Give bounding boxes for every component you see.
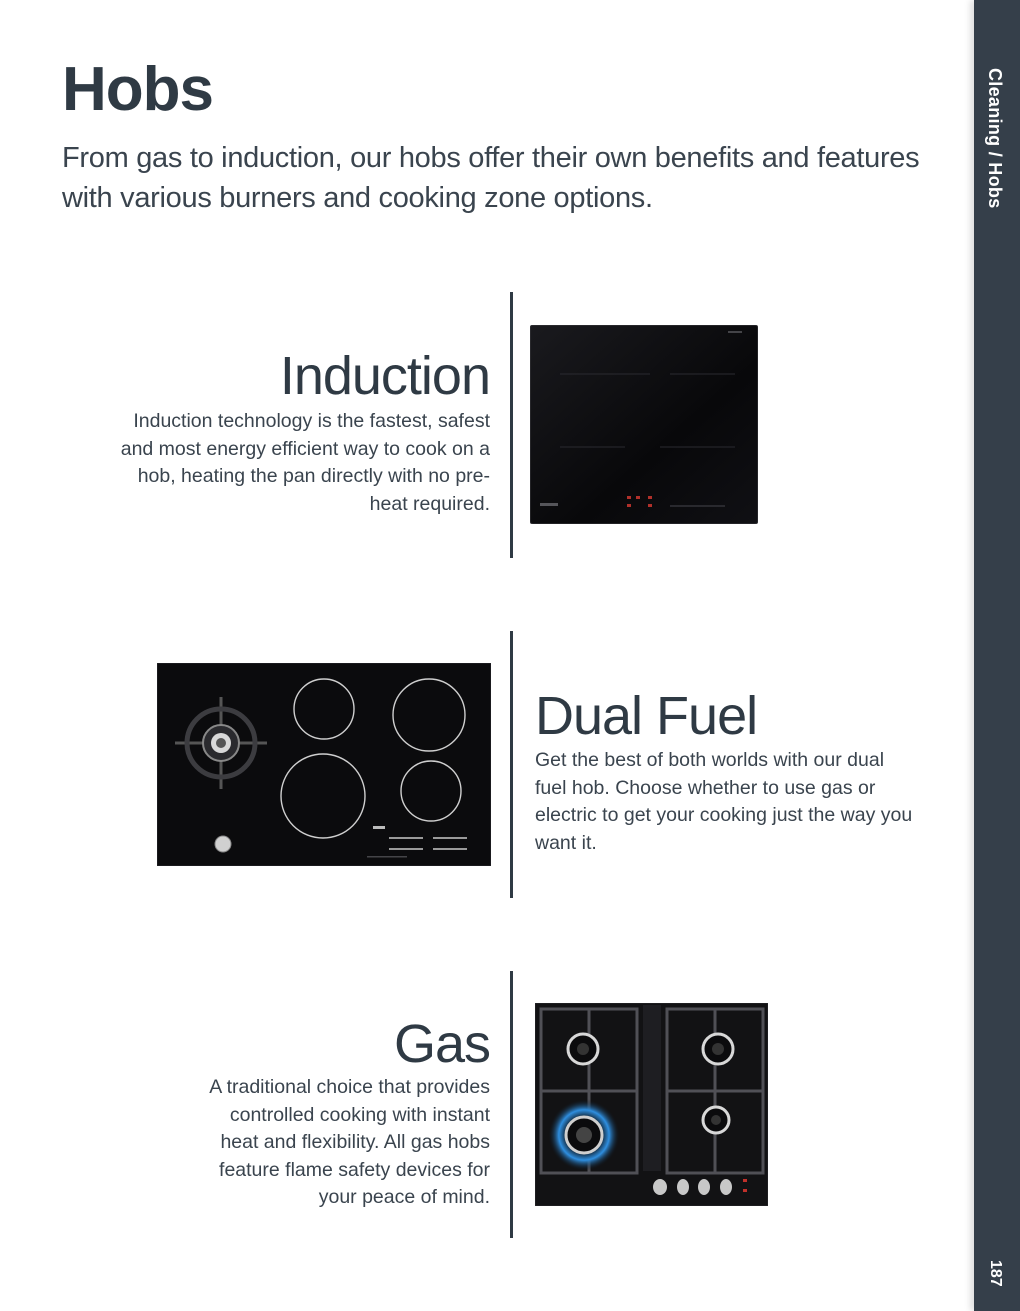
divider-gas (510, 971, 513, 1238)
divider-induction (510, 292, 513, 558)
page-number: 187 (987, 1260, 1004, 1287)
section-title-gas: Gas (393, 1014, 490, 1074)
intro-text: From gas to induction, our hobs offer their own benefits and features with various burners and cooking zone options. (62, 142, 920, 214)
section-title-induction: Induction (279, 346, 490, 406)
section-text-dual-fuel: Get the best of both worlds with our dual fuel hob. Choose whether to use gas or electric to get your cooking just the way you want it. (535, 749, 913, 854)
section-text-gas: A traditional choice that provides controlled cooking with instant heat and flexibility. All gas hobs feature flame safety devices for your peace of mind. (209, 1076, 490, 1208)
section-text-induction: Induction technology is the fastest, safest and most energy efficient way to cook on a hob, heating the pan directly with no pre-heat required. (120, 410, 490, 515)
divider-dual-fuel (510, 631, 513, 898)
induction-hob-photo (530, 325, 758, 524)
gas-hob-photo (535, 1003, 768, 1206)
section-title-dual-fuel: Dual Fuel (535, 686, 758, 746)
breadcrumb: Cleaning / Hobs (985, 68, 1005, 209)
dual-fuel-hob-photo (157, 663, 491, 866)
page-title: Hobs (62, 55, 213, 124)
